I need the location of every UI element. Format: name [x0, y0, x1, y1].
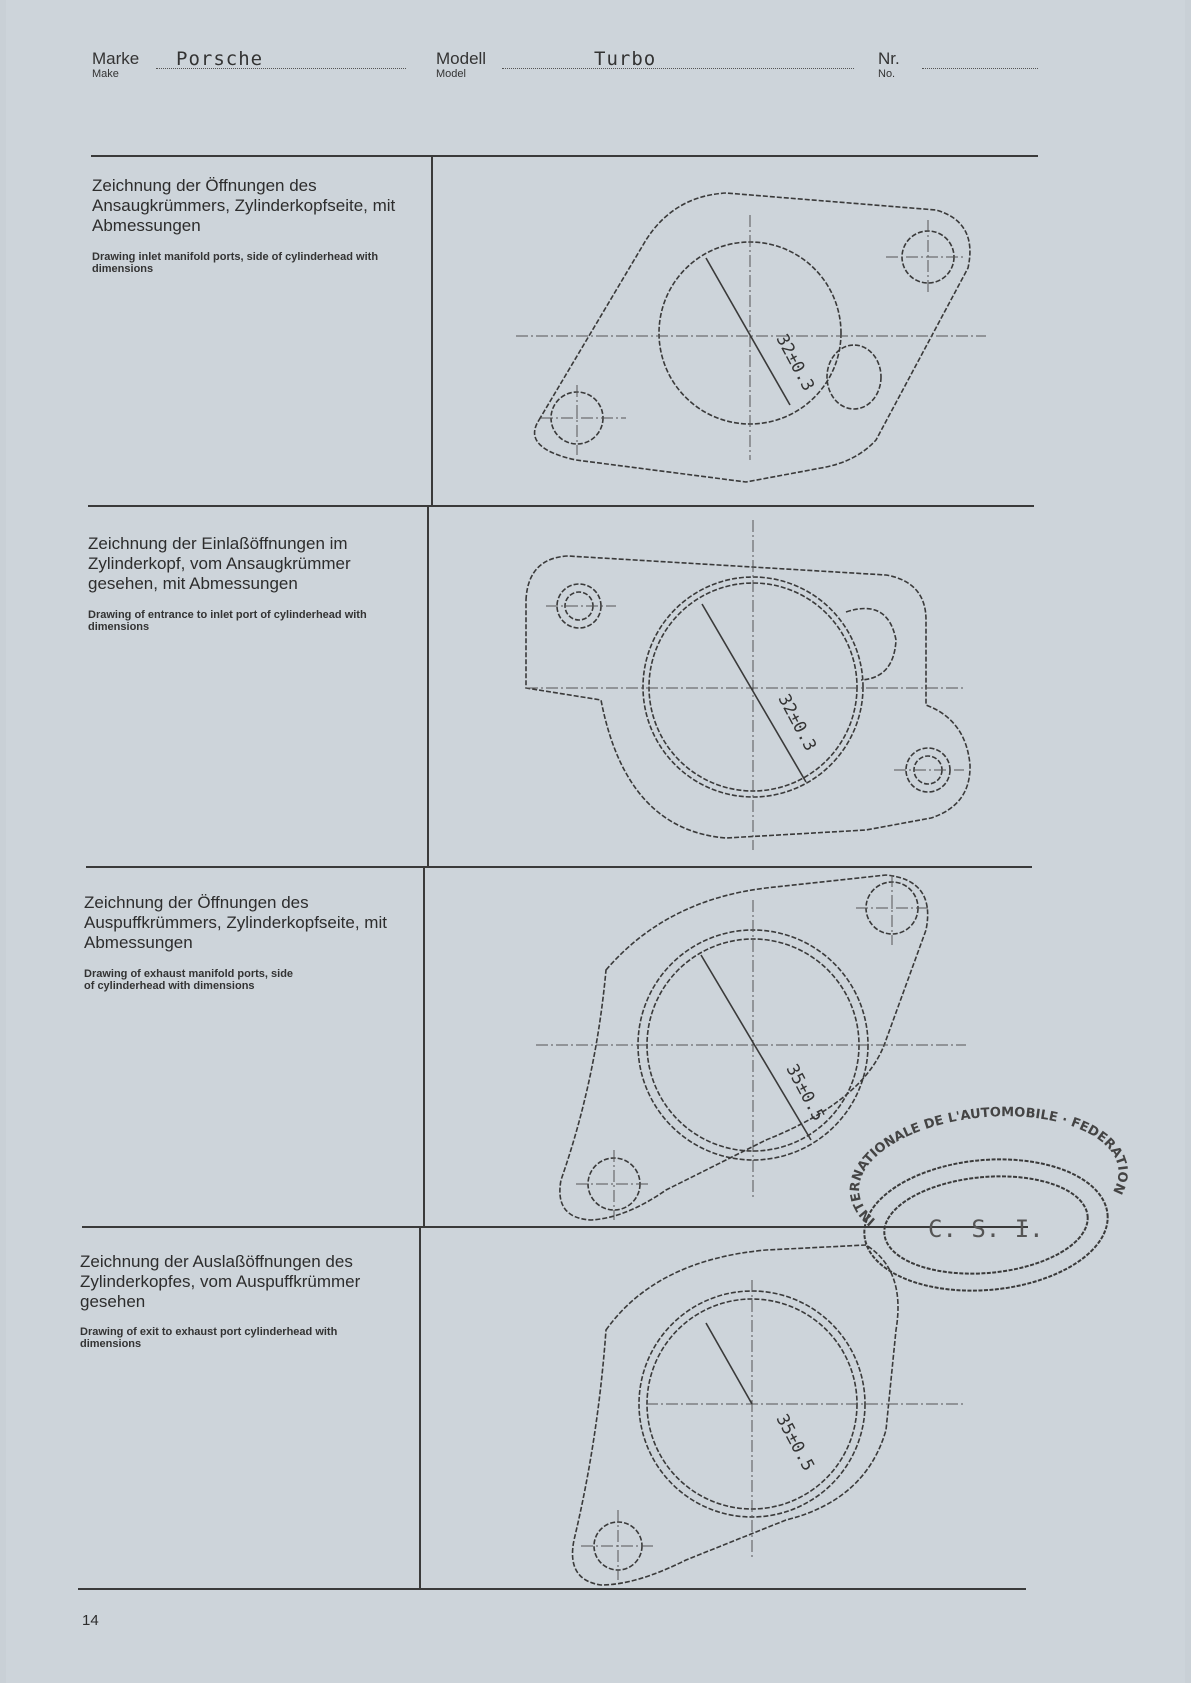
section-1-title-en: Drawing inlet manifold ports, side of cylinderhead with dimensions	[92, 251, 379, 275]
section-3-title-en: Drawing of exhaust manifold ports, side of cylinderhead with dimensions	[84, 968, 294, 992]
make-value: Porsche	[176, 48, 264, 70]
fia-stamp	[6, 0, 1185, 1683]
stamp-ring-text: INTERNATIONALE DE L'AUTOMOBILE · FEDERATION	[847, 1105, 1130, 1229]
document-page	[6, 0, 1185, 1683]
number-label-de: Nr.	[878, 49, 900, 68]
make-label-de: Marke	[92, 49, 140, 68]
dimension-label: 32±0.3	[771, 330, 819, 395]
make-label-en: Make	[92, 68, 119, 80]
section-3-title-de: Zeichnung der Öffnungen des Auspuffkrümmers, Zylinderkopfseite, mit Abmessungen	[84, 893, 387, 952]
model-label-en: Model	[436, 68, 466, 80]
section-2-title-de: Zeichnung der Einlaßöffnungen im Zylinderkopf, vom Ansaugkrümmer gesehen, mit Abmessungen	[88, 534, 351, 593]
model-label-de: Modell	[436, 49, 487, 68]
section-4-title-de: Zeichnung der Auslaßöffnungen des Zylinderkopfes, vom Auspuffkrümmer gesehen	[80, 1252, 361, 1311]
page-number: 14	[82, 1612, 99, 1629]
model-value: Turbo	[594, 48, 657, 70]
dimension-label: 35±0.5	[771, 1410, 819, 1475]
dimension-label: 35±0.5	[781, 1060, 829, 1125]
section-4-title-en: Drawing of exit to exhaust port cylinderhead with dimensions	[80, 1326, 338, 1350]
number-label-en: No.	[878, 68, 896, 80]
dimension-label: 32±0.3	[773, 690, 821, 755]
stamp-center-text: C. S. I.	[928, 1215, 1044, 1243]
section-1-title-de: Zeichnung der Öffnungen des Ansaugkrümmers, Zylinderkopfseite, mit Abmessungen	[92, 176, 396, 235]
section-2-title-en: Drawing of entrance to inlet port of cylinderhead with dimensions	[88, 609, 367, 633]
